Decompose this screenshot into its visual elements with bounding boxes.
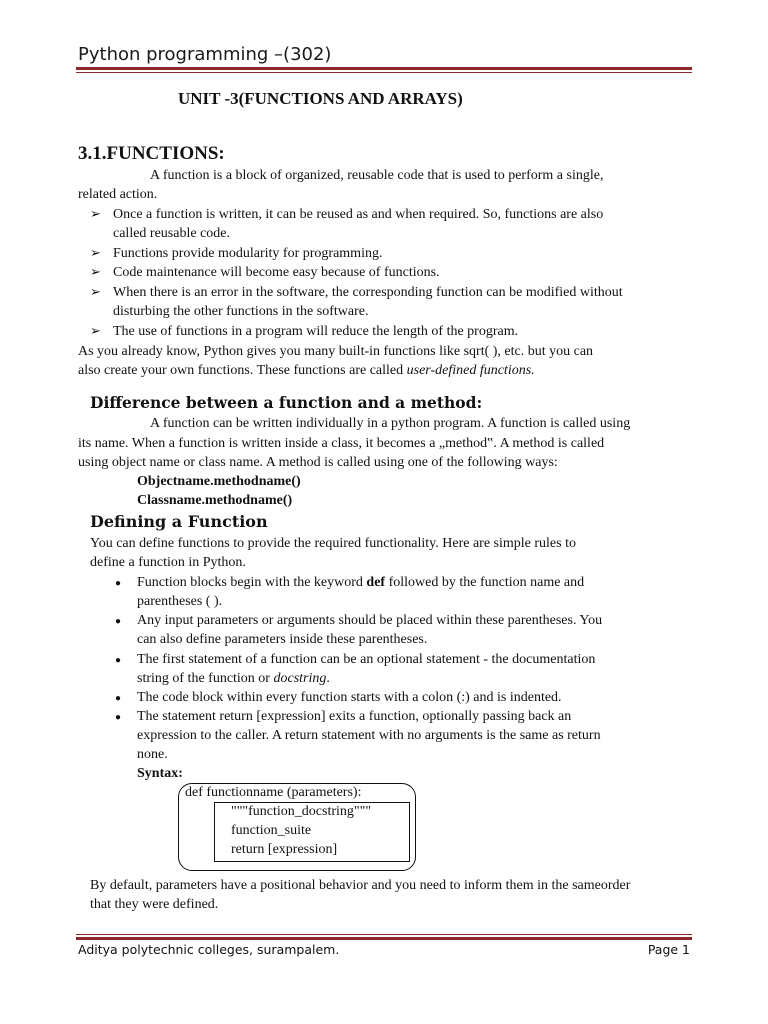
footer-college: Aditya polytechnic colleges, surampalem. (78, 942, 340, 957)
bullet-icon: ● (115, 578, 122, 589)
arrow-point-4-line-2: disturbing the other functions in the software. (113, 304, 369, 319)
difference-line-2: its name. When a function is written inside a class, it becomes a „method‟. A method is called (78, 436, 605, 451)
method-call-class: Classname.methodname() (137, 493, 293, 508)
code-return-line: return [expression] (231, 842, 338, 857)
footer-rule (76, 934, 692, 940)
code-suite-line: function_suite (231, 823, 312, 838)
builtin-line-1: As you already know, Python gives you many built-in functions like sqrt( ), etc. but you can (78, 344, 594, 359)
rule-5-line-1: The statement return [expression] exits a function, optionally passing back an (137, 709, 572, 724)
section-title: 3.1.FUNCTIONS: (78, 143, 225, 164)
code-def-line: def functionname (parameters): (185, 785, 362, 800)
closing-line-2: that they were defined. (90, 897, 219, 912)
unit-title: UNIT -3(FUNCTIONS AND ARRAYS) (178, 89, 463, 108)
rule-1-line-1: Function blocks begin with the keyword def followed by the function name and (137, 575, 585, 590)
syntax-label: Syntax: (137, 766, 183, 781)
intro-line-2: related action. (78, 187, 158, 202)
header-rule (76, 67, 692, 73)
defining-heading: Defining a Function (90, 512, 268, 531)
bullet-icon: ● (115, 616, 122, 627)
footer-page-number: Page 1 (647, 942, 690, 957)
rule-5-line-2: expression to the caller. A return statement with no arguments is the same as return (137, 728, 601, 743)
builtin-line-2: also create your own functions. These functions are called user-defined functions. (78, 363, 535, 378)
difference-line-1: A function can be written individually in a python program. A function is called using (150, 416, 631, 431)
arrow-bullet-icon: ➢ (90, 245, 101, 260)
arrow-point-5: The use of functions in a program will reduce the length of the program. (113, 324, 519, 339)
arrow-bullet-icon: ➢ (90, 206, 101, 221)
arrow-point-2: Functions provide modularity for programming. (113, 246, 383, 261)
intro-line-1: A function is a block of organized, reusable code that is used to perform a single, (150, 168, 604, 183)
arrow-point-1-line-2: called reusable code. (113, 226, 230, 241)
arrow-bullet-icon: ➢ (90, 323, 101, 338)
rule-2-line-1: Any input parameters or arguments should be placed within these parentheses. You (137, 613, 603, 628)
bullet-icon: ● (115, 655, 122, 666)
page-header-title: Python programming –(302) (78, 44, 332, 65)
arrow-point-1-line-1: Once a function is written, it can be reused as and when required. So, functions are also (113, 207, 604, 222)
arrow-point-3: Code maintenance will become easy because of functions. (113, 265, 440, 280)
code-docstring-line: """function_docstring""" (231, 804, 372, 819)
rule-3-line-1: The first statement of a function can be an optional statement - the documentation (137, 652, 596, 667)
bullet-icon: ● (115, 693, 122, 704)
defining-line-2: define a function in Python. (90, 555, 246, 570)
arrow-bullet-icon: ➢ (90, 264, 101, 279)
difference-line-3: using object name or class name. A method is called using one of the following ways: (78, 455, 558, 470)
method-call-object: Objectname.methodname() (137, 474, 301, 489)
closing-line-1: By default, parameters have a positional behavior and you need to inform them in the sameorder (90, 878, 631, 893)
rule-5-line-3: none. (137, 747, 168, 762)
difference-heading: Difference between a function and a method: (90, 393, 483, 412)
rule-2-line-2: can also define parameters inside these parentheses. (137, 632, 428, 647)
bullet-icon: ● (115, 712, 122, 723)
rule-4: The code block within every function starts with a colon (:) and is indented. (137, 690, 562, 705)
arrow-point-4-line-1: When there is an error in the software, the corresponding function can be modified without (113, 285, 623, 300)
defining-line-1: You can define functions to provide the required functionality. Here are simple rules to (90, 536, 576, 551)
rule-3-line-2: string of the function or docstring. (137, 671, 330, 686)
rule-1-line-2: parentheses ( ). (137, 594, 223, 609)
arrow-bullet-icon: ➢ (90, 284, 101, 299)
